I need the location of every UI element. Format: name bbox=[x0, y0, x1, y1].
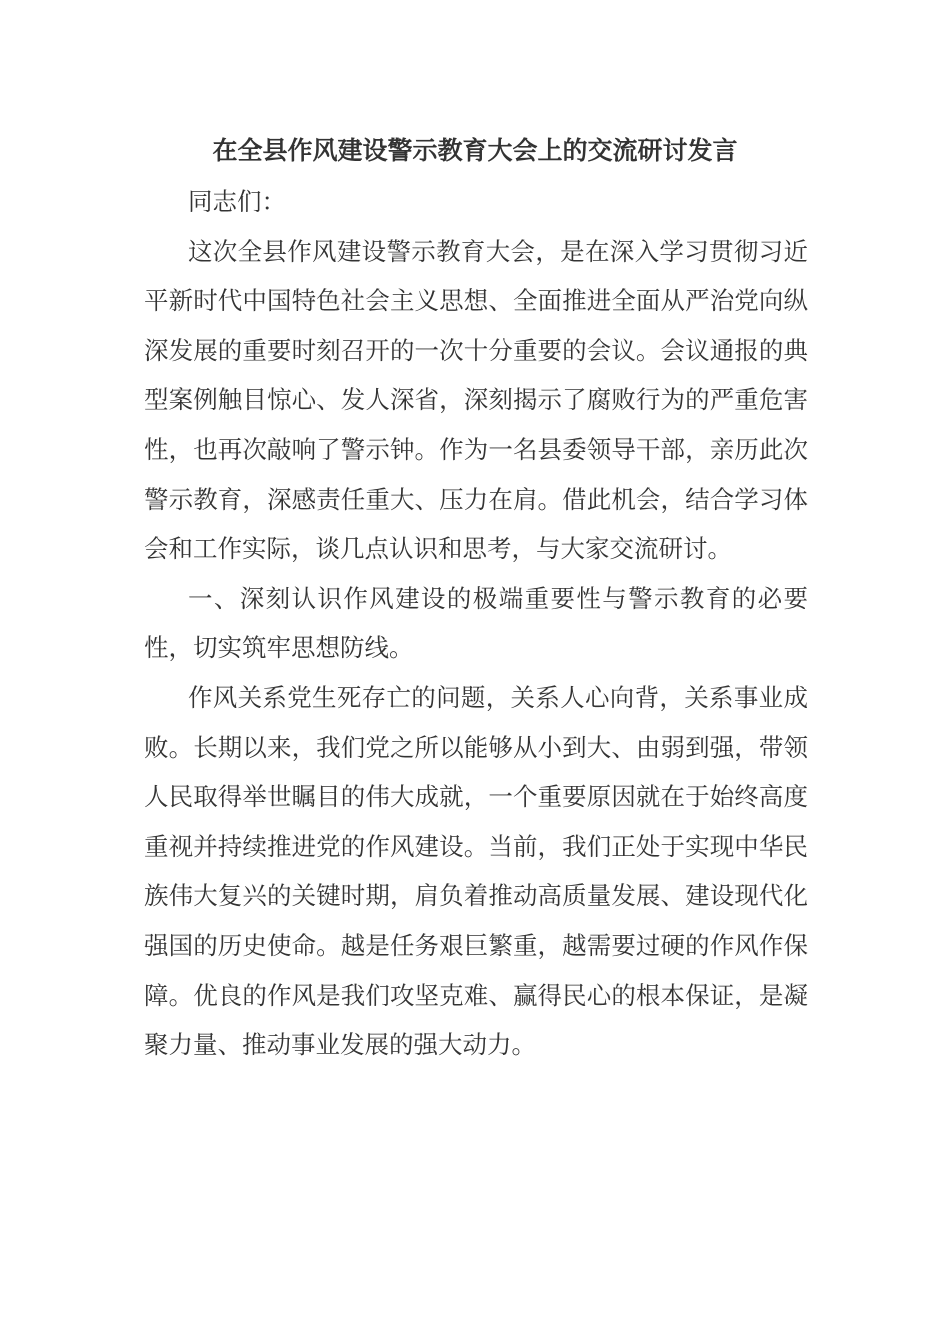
intro-paragraph: 这次全县作风建设警示教育大会，是在深入学习贯彻习近平新时代中国特色社会主义思想、全面推进全面从严治党向纵深发展的重要时刻召开的一次十分重要的会议。会议通报的典型案例触目惊心、发人深省，深刻揭示了腐败行为的严重危害性，也再次敲响了警示钟。作为一名县委领导干部，亲历此次警示教育，深感责任重大、压力在肩。借此机会，结合学习体会和工作实际，谈几点认识和思考，与大家交流研讨。 bbox=[144, 236, 808, 564]
salutation-paragraph: 同志们： bbox=[188, 187, 286, 216]
body-paragraph: 作风关系党生死存亡的问题，关系人心向背，关系事业成败。长期以来，我们党之所以能够从小到大、由弱到强，带领人民取得举世瞩目的伟大成就，一个重要原因就在于始终高度重视并持续推进党的作风建设。当前，我们正处于实现中华民族伟大复兴的关键时期，肩负着推动高质量发展、建设现代化强国的历史使命。越是任务艰巨繁重，越需要过硬的作风作保障。优良的作风是我们攻坚克难、赢得民心的根本保证，是凝聚力量、推动事业发展的强大动力。 bbox=[144, 682, 808, 1060]
document-body bbox=[144, 177, 808, 1070]
section-heading-1: 一、深刻认识作风建设的极端重要性与警示教育的必要性，切实筑牢思想防线。 bbox=[144, 583, 808, 663]
document-title: 在全县作风建设警示教育大会上的交流研讨发言 bbox=[212, 136, 738, 165]
